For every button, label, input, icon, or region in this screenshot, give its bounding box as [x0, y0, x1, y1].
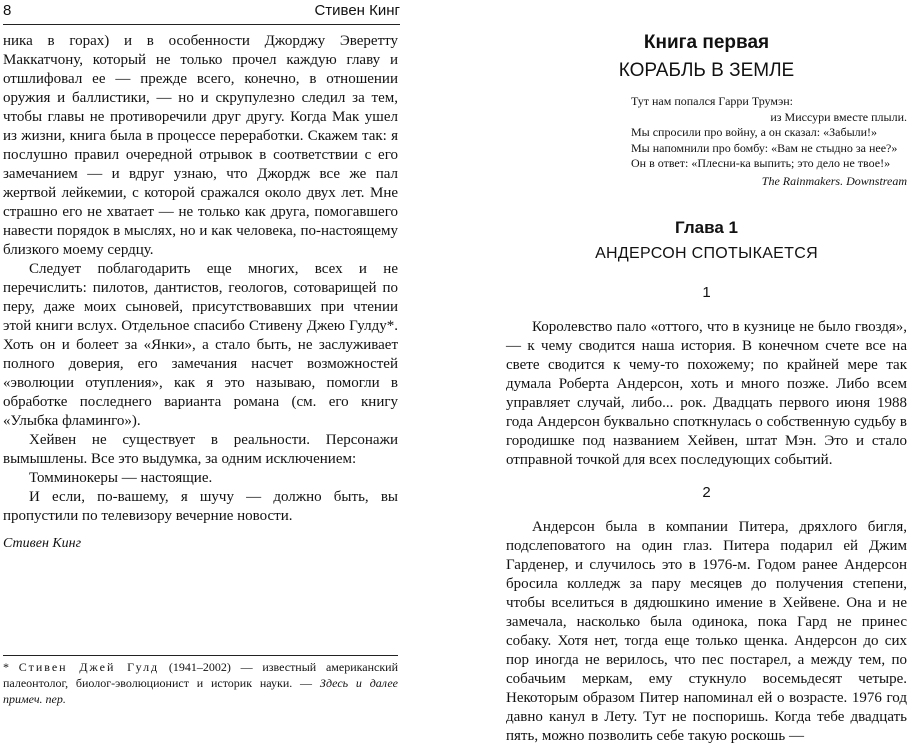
- footnote: [3, 655, 398, 707]
- epigraph-line: Мы напомнили про бомбу: «Вам не стыдно за нее?»: [631, 140, 898, 155]
- paragraph: Следует поблагодарить еще многих, всех и не перечислить: пилотов, дантистов, геологов, сотоварищей по перу, даже моих сыновей, присутствовавших при чтении этой книги вслух. Отдельное спасибо Стивену Джею Гулду*. Хоть он и болеет за «Янки», а стало быть, не заслуживает полного доверия, его замечания насчет возможностей «эволюции отупления», как я это называю, помогли в обработке последнего варианта романа (см. его книгу «Улыбка фламинго»).: [3, 261, 398, 429]
- epigraph-line: Мы спросили про войну, а он сказал: «Забыли!»: [631, 125, 878, 139]
- page-number: 8: [3, 2, 12, 19]
- footnote-name: Стивен Джей Гулд: [18, 660, 160, 674]
- footnote-marker: *: [3, 660, 19, 674]
- section-number: 1: [702, 284, 711, 301]
- epigraph-line: Он в ответ: «Плесни-ка выпить; это дело не твое!»: [631, 156, 891, 170]
- paragraph: ника в горах) и в особенности Джорджу Эверетту Маккатчону, который не только прочел каждую главу и отшлифовал ее — прежде всего, конечно, в отношении оружия и баллистики, — но и скрупулезно следил за тем, чтобы главы не противоречили друг другу. Когда Мак ушел из жизни, книга была в процессе переработки. Скажем так: я послушно правил очередной отрывок в соответствии с его замечанием — и вдруг узнаю, что Джордж все же пал жертвой лейкемии, с которой сражался около двух лет. Мне страшно его не хватает — не только как друга, помогавшего навести порядок в мыслях, но и как человека, по-настоящему близкого моему сердцу.: [3, 33, 398, 258]
- running-head: [3, 2, 400, 25]
- epigraph-line: из Миссури вместе плыли.: [770, 109, 907, 124]
- epigraph-line: Тут нам попался Гарри Трумэн:: [631, 94, 794, 108]
- part-title: КОРАБЛЬ В ЗЕМЛЕ: [618, 60, 795, 81]
- author-signature: Стивен Кинг: [3, 536, 82, 551]
- section-text: [506, 518, 907, 746]
- footnote-text: (1941–2002) — известный американский палеонтолог, биолог-эволюционист и историк науки. —: [3, 660, 399, 690]
- book-title: Книга первая: [643, 32, 770, 53]
- epigraph: [631, 94, 907, 189]
- left-page: [0, 0, 400, 706]
- paragraph: Хейвен не существует в реальности. Персонажи вымышлены. Все это выдумка, за одним исключением:: [3, 432, 398, 467]
- chapter-title: Глава 1: [675, 218, 738, 237]
- section-number: 2: [702, 484, 711, 501]
- paragraph: Андерсон была в компании Питера, дряхлого бигля, подслеповатого на один глаз. Питера подарил ей Джим Гарденер, и случилось это в 1976-м. Годом ранее Андерсон бросила колледж за пару месяцев до получения степени, чтобы вселиться в дядюшкино имение в Хейвене. Она и не замечала, насколько была одинока, пока Гард не принес собаку. Хотя нет, тогда еще только щенка. Андерсон до сих пор иногда не верилось, что пес постарел, а между тем, по собачьим меркам, ему стукнуло восемьдесят четыре. Некоторым образом Питер напоминал ей о возрасте. 1976 год давно канул в Лету. Тут не поспоришь. Когда тебе двадцать пять, можно позволить себе такую роскошь —: [506, 519, 907, 744]
- paragraph: Томминокеры — настоящие.: [29, 470, 213, 486]
- footnote-translator-note: Здесь и далее примеч. пер.: [3, 676, 398, 706]
- running-head-author: Стивен Кинг: [314, 2, 400, 19]
- section-text: [506, 318, 907, 470]
- epigraph-source: The Rainmakers. Downstream: [761, 173, 907, 188]
- paragraph: И если, по-вашему, я шучу — должно быть, вы пропустили по телевизору вечерние новости.: [3, 489, 398, 524]
- right-page: [506, 0, 907, 744]
- paragraph: Королевство пало «оттого, что в кузнице не было гвоздя», — к чему сводится наша история. В конечном счете все на свете сводится к чему-то похожему; по крайней мере так думала Роберта Андерсон, хоть и много позже. Либо всем управляет случай, либо... рок. Двадцать первого июня 1988 года Андерсон буквально споткнулась о собственную судьбу в городишке под названием Хейвен, штат Мэн. Это и стало отправной точкой для всех последующих событий.: [506, 319, 907, 468]
- chapter-subtitle: АНДЕРСОН СПОТЫКАЕТСЯ: [595, 245, 818, 262]
- acknowledgements-text: [3, 32, 398, 553]
